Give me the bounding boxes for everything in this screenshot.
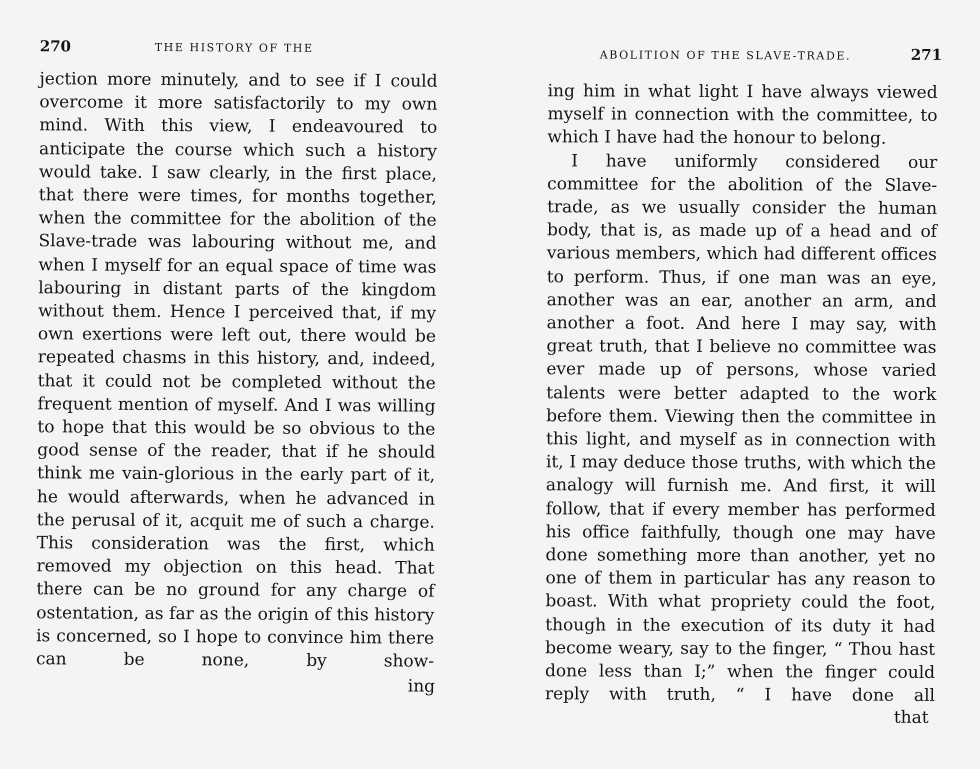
page-number: 271: [910, 45, 943, 64]
paragraph: I have uniformly considered our committee for the abolition of the Slave-trade, as we usually consider the human body, that is, as made up of a head and of various members, which had different offices to perform. Thus, if one man was an eye, another was an ear, another an arm, and another a foot. And here I may say, with great truth, that I believe no committee was ever made up of persons, whose varied talents were better adapted to the work before them. Viewing then the committee in this light, and myself as in connection with it, I may deduce those truths, with which the analogy will furnish me. And first, it will follow, that if every member has performed his office faithfully, though one may have done something more than another, yet no one of them in particular has any reason to boast. With what propriety could the foot, though in the execution of its duty it had become weary, say to the finger, “ Thou hast done less than I;” when the finger could reply with truth, “ I have done all: [544, 150, 938, 707]
carry-word: ing: [407, 676, 436, 697]
running-head: ABOLITION OF THE SLAVE-TRADE.: [599, 48, 852, 63]
carry-word: that: [893, 707, 929, 728]
running-head: THE HISTORY OF THE: [154, 40, 314, 55]
right-page: [487, 0, 980, 768]
body-text: [545, 80, 938, 708]
page-number: 270: [39, 37, 72, 56]
paragraph: ing him in what light I have always viewed myself in connection with the committee, to which I have had the honour to belong.: [547, 81, 938, 150]
paragraph: jection more minutely, and to see if I could overcome it more satisfactorily to my own mind. With this view, I endeavoured to anticipate the course which such a history would take. I saw clearly, in the first place, that there were times, for months together, when the committee for the abolition of the Slave-trade was labouring without me, and when I myself for an equal space of time was labouring in distant parts of the kingdom without them. Hence I perceived that, if my own exertions were left out, there would be repeated chasms in this history, and, indeed, that it could not be completed without the frequent mention of myself. And I was willing to hope that this would be so obvious to the good sense of the reader, that if he should think me vain-glorious in the early part of it, he would afterwards, when he advanced in the perusal of it, acquit me of such a charge. This consideration was the first, which removed my objection on this head. That there can be no ground for any charge of ostentation, as far as the origin of this history is concerned, so I hope to convince him there can be none, by show-: [35, 69, 438, 672]
body-text: [36, 68, 438, 674]
